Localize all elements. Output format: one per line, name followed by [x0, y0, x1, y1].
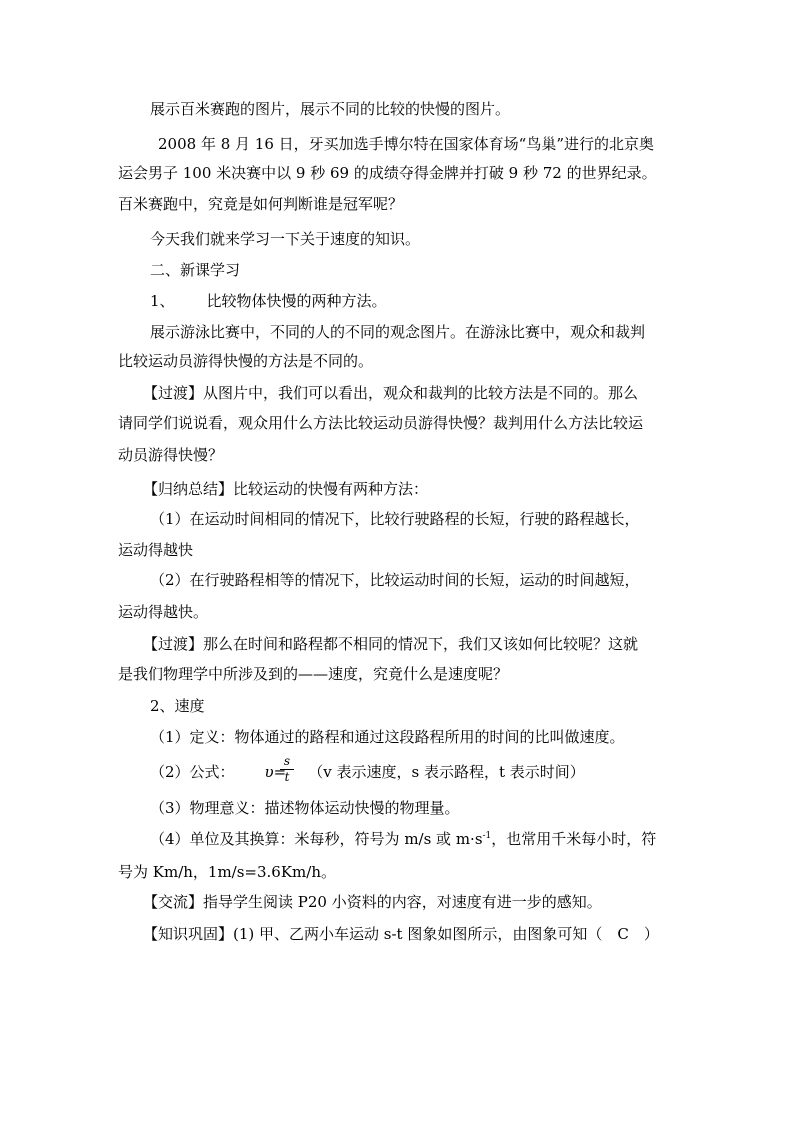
text-line: 比较运动员游得快慢的方法是不同的。 — [118, 352, 374, 370]
text-line: 运动得越快。 — [118, 603, 209, 621]
list-item — [150, 829, 710, 849]
text-line: 2008 年 8 月 16 日，牙买加选手博尔特在国家体育场“鸟巢”进行的北京奥 — [158, 135, 654, 153]
text-line: 【归纳总结】比较运动的快慢有两种方法： — [143, 480, 429, 498]
unit-text: （4）单位及其换算：米每秒，符号为 m/s 或 m·s — [150, 830, 483, 848]
formula-equals: = — [273, 763, 287, 781]
unit-text-continued: ，也常用千米每小时，符 — [491, 830, 657, 848]
subsection-heading: 2、速度 — [150, 697, 205, 715]
text-line: 百米赛跑中，究竟是如何判断谁是冠军呢？ — [118, 195, 404, 213]
formula-note: （v 表示速度，s 表示路程，t 表示时间） — [308, 763, 585, 781]
text-line: 请同学们说说看，观众用什么方法比较运动员游得快慢？裁判用什么方法比较运 — [118, 414, 644, 432]
text-line: 展示游泳比赛中，不同的人的不同的观念图片。在游泳比赛中，观众和裁判 — [150, 323, 646, 341]
text-line: 动员游得快慢？ — [118, 446, 224, 464]
text-line: 号为 Km/h，1m/s=3.6Km/h。 — [118, 863, 336, 881]
list-item: （1）定义：物体通过的路程和通过这段路程所用的时间的比叫做速度。 — [150, 728, 625, 746]
text-line: 【过渡】从图片中，我们可以看出，观众和裁判的比较方法是不同的。那么 — [143, 384, 639, 402]
fraction-denominator: t — [284, 770, 290, 784]
list-text: 比较物体快慢的两种方法。 — [206, 292, 387, 310]
text-line: 运动得越快 — [118, 541, 194, 559]
text-line: 运会男子 100 米决赛中以 9 秒 69 的成绩夺得金牌并打破 9 秒 72 的世界纪录。 — [118, 164, 657, 182]
formula-label: （2）公式： — [150, 763, 235, 781]
text-line: 是我们物理学中所涉及到的——速度，究竟什么是速度呢？ — [118, 665, 509, 683]
unit-superscript: -1 — [482, 831, 492, 841]
text-line: 今天我们就来学习一下关于速度的知识。 — [150, 230, 421, 248]
formula-velocity-symbol: υ — [264, 763, 274, 781]
subsection-heading — [150, 291, 710, 311]
text-line: 【过渡】那么在时间和路程都不相同的情况下，我们又该如何比较呢？这就 — [143, 635, 639, 653]
section-heading: 二、新课学习 — [150, 261, 241, 279]
formula-line — [150, 762, 710, 782]
question-line: 【知识巩固】(1) 甲、乙两小车运动 s-t 图象如图所示，由图象可知（ C ） — [143, 925, 659, 943]
text-line: 展示百米赛跑的图片，展示不同的比较的快慢的图片。 — [150, 100, 511, 118]
list-item: （1）在运动时间相同的情况下，比较行驶路程的长短，行驶的路程越长， — [150, 510, 640, 528]
list-item: （3）物理意义：描述物体运动快慢的物理量。 — [150, 799, 460, 817]
list-number: 1、 — [150, 292, 175, 310]
list-item: （2）在行驶路程相等的情况下，比较运动时间的长短，运动的时间越短， — [150, 571, 640, 589]
fraction-numerator: s — [283, 754, 291, 768]
text-line: 【交流】指导学生阅读 P20 小资料的内容，对速度有进一步的感知。 — [143, 893, 602, 911]
formula-fraction — [280, 755, 294, 784]
